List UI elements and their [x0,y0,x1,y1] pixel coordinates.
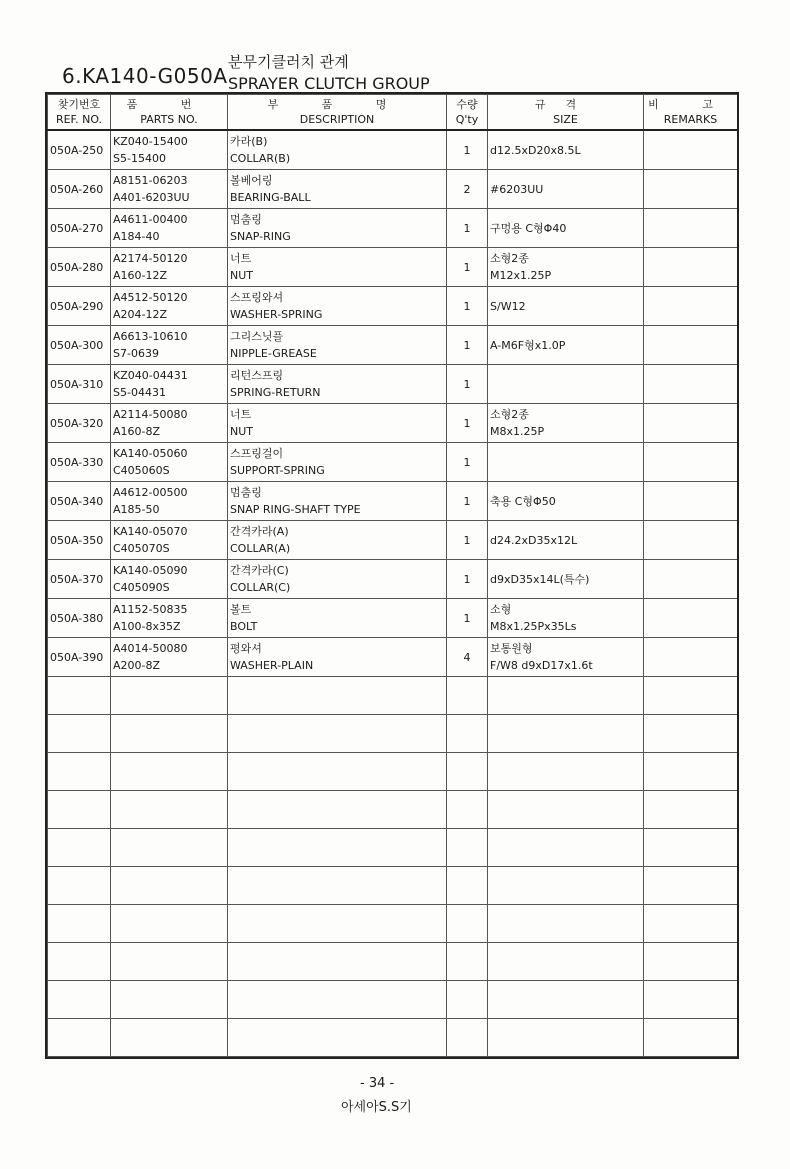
description-cell [228,560,447,599]
col-header-parts: 품 번 PARTS NO. [111,95,228,131]
group-title-english: SPRAYER CLUTCH GROUP [228,74,430,93]
size-cell [488,365,644,404]
parts-no-secondary: A200-8Z [113,659,161,672]
description-korean: 간격카라(A) [230,525,289,538]
size-line-1: 소형 [490,603,512,616]
parts-no-primary: A1152-50835 [113,603,188,616]
parts-table [47,94,738,1057]
size-line-1: S/W12 [490,299,526,313]
parts-no-primary: A2174-50120 [113,252,188,265]
table-row [48,404,738,443]
description-korean: 멈춤링 [230,486,262,499]
empty-cell [488,829,644,867]
empty-cell [48,981,111,1019]
parts-no-primary: A6613-10610 [113,330,188,343]
empty-cell [447,981,488,1019]
description-english: COLLAR(C) [230,581,291,594]
empty-cell [228,981,447,1019]
parts-no-secondary: A100-8x35Z [113,620,181,633]
parts-no-secondary: A401-6203UU [113,191,190,204]
size-cell [488,443,644,482]
parts-no-secondary: A184-40 [113,230,160,243]
ref-no-cell: 050A-310 [48,365,111,404]
ref-no-cell: 050A-370 [48,560,111,599]
description-english: SUPPORT-SPRING [230,464,325,477]
col-header-remarks: 비 고 REMARKS [644,95,738,131]
parts-no-cell [111,443,228,482]
qty-cell: 1 [447,443,488,482]
remarks-cell [644,209,738,248]
empty-cell [488,867,644,905]
empty-cell [228,715,447,753]
empty-cell [111,905,228,943]
empty-cell [488,791,644,829]
parts-no-primary: A4512-50120 [113,291,188,304]
size-cell [488,209,644,248]
parts-no-primary: KZ040-15400 [113,135,188,148]
remarks-cell [644,443,738,482]
empty-cell [228,677,447,715]
empty-cell [111,677,228,715]
empty-table-row [48,943,738,981]
col-header-ref: 찾기번호 REF. NO. [48,95,111,131]
empty-cell [447,677,488,715]
qty-cell: 2 [447,170,488,209]
size-line-1: 축용 C형Φ50 [490,494,556,508]
description-english: NUT [230,269,253,282]
description-korean: 스프링걸이 [230,447,284,460]
parts-no-primary: A4014-50080 [113,642,188,655]
empty-cell [111,867,228,905]
description-cell [228,443,447,482]
qty-cell: 1 [447,404,488,443]
remarks-cell [644,404,738,443]
table-row [48,365,738,404]
empty-cell [228,905,447,943]
empty-cell [111,1019,228,1057]
parts-no-cell [111,482,228,521]
qty-cell: 1 [447,365,488,404]
parts-list-frame [45,92,739,1059]
ref-no-cell: 050A-280 [48,248,111,287]
parts-no-secondary: S7-0639 [113,347,159,360]
qty-cell: 1 [447,209,488,248]
empty-cell [48,943,111,981]
parts-no-secondary: C405070S [113,542,170,555]
parts-no-cell [111,170,228,209]
remarks-cell [644,365,738,404]
remarks-cell [644,287,738,326]
size-cell [488,599,644,638]
size-line-2: M12x1.25P [490,269,552,282]
parts-no-cell [111,130,228,170]
table-row [48,130,738,170]
parts-no-cell [111,599,228,638]
parts-no-primary: KZ040-04431 [113,369,188,382]
parts-no-primary: KA140-05070 [113,525,188,538]
size-line-2: M8x1.25Px35Ls [490,620,577,633]
empty-table-row [48,867,738,905]
description-korean: 스프링와셔 [230,291,284,304]
description-cell [228,130,447,170]
ref-no-cell: 050A-390 [48,638,111,677]
parts-no-cell [111,326,228,365]
description-cell [228,521,447,560]
description-english: BOLT [230,620,258,633]
ref-no-cell: 050A-380 [48,599,111,638]
description-cell [228,170,447,209]
table-row [48,638,738,677]
parts-no-primary: A4611-00400 [113,213,188,226]
remarks-cell [644,560,738,599]
empty-cell [488,1019,644,1057]
ref-no-cell: 050A-270 [48,209,111,248]
description-english: BEARING-BALL [230,191,311,204]
table-row [48,599,738,638]
description-korean: 간격카라(C) [230,564,289,577]
description-cell [228,209,447,248]
qty-cell: 1 [447,326,488,365]
description-korean: 카라(B) [230,135,268,148]
empty-cell [644,905,738,943]
size-line-1: 소형2종 [490,252,529,265]
size-line-2: M8x1.25P [490,425,545,438]
description-korean: 리턴스프링 [230,369,284,382]
size-cell [488,521,644,560]
empty-cell [644,981,738,1019]
parts-no-cell [111,521,228,560]
description-english: SNAP-RING [230,230,291,243]
empty-cell [644,943,738,981]
empty-cell [644,867,738,905]
description-cell [228,326,447,365]
parts-table-body [48,130,738,1057]
description-english: COLLAR(B) [230,152,291,165]
description-korean: 멈춤링 [230,213,262,226]
parts-no-secondary: A160-8Z [113,425,161,438]
empty-table-row [48,981,738,1019]
size-cell [488,404,644,443]
description-english: WASHER-PLAIN [230,659,314,672]
size-line-1: d9xD35x14L(특수) [490,572,590,586]
table-row [48,287,738,326]
ref-no-cell: 050A-300 [48,326,111,365]
empty-table-row [48,715,738,753]
qty-cell: 1 [447,248,488,287]
qty-cell: 1 [447,521,488,560]
empty-cell [48,677,111,715]
empty-cell [228,867,447,905]
qty-cell: 1 [447,599,488,638]
description-korean: 너트 [230,252,252,265]
empty-table-row [48,829,738,867]
empty-cell [48,867,111,905]
size-cell [488,638,644,677]
remarks-cell [644,130,738,170]
size-cell [488,170,644,209]
remarks-cell [644,521,738,560]
parts-no-secondary: S5-15400 [113,152,166,165]
description-cell [228,248,447,287]
empty-cell [228,829,447,867]
group-title-korean: 분무기클러치 관계 [228,53,349,71]
size-line-1: #6203UU [490,182,544,196]
table-row [48,482,738,521]
description-english: SPRING-RETURN [230,386,321,399]
description-korean: 볼베어링 [230,174,273,187]
parts-no-cell [111,287,228,326]
size-line-1: d24.2xD35x12L [490,533,578,547]
description-english: NUT [230,425,253,438]
qty-cell: 1 [447,130,488,170]
ref-no-cell: 050A-330 [48,443,111,482]
parts-no-secondary: A204-12Z [113,308,168,321]
description-cell [228,638,447,677]
empty-table-row [48,677,738,715]
parts-no-primary: A2114-50080 [113,408,188,421]
parts-no-secondary: A160-12Z [113,269,168,282]
empty-table-row [48,753,738,791]
parts-no-cell [111,560,228,599]
description-english: SNAP RING-SHAFT TYPE [230,503,361,516]
parts-no-cell [111,209,228,248]
table-row [48,443,738,482]
col-header-size: 규격 SIZE [488,95,644,131]
empty-cell [48,791,111,829]
empty-cell [488,981,644,1019]
empty-cell [447,829,488,867]
empty-cell [644,677,738,715]
remarks-cell [644,599,738,638]
empty-cell [488,753,644,791]
qty-cell: 1 [447,482,488,521]
empty-cell [644,791,738,829]
ref-no-cell: 050A-320 [48,404,111,443]
page-number: - 34 - [360,1076,395,1091]
empty-cell [447,867,488,905]
col-header-description: 부 품 명 DESCRIPTION [228,95,447,131]
parts-no-primary: A4612-00500 [113,486,188,499]
empty-cell [447,715,488,753]
size-line-1: 보통원형 [490,642,533,655]
ref-no-cell: 050A-290 [48,287,111,326]
description-korean: 평와셔 [230,642,262,655]
qty-cell: 1 [447,287,488,326]
parts-no-cell [111,404,228,443]
empty-cell [644,715,738,753]
size-cell [488,326,644,365]
size-line-1: A-M6F형x1.0P [490,338,566,352]
size-line-1: d12.5xD20x8.5L [490,143,581,157]
empty-cell [48,1019,111,1057]
empty-cell [48,715,111,753]
empty-cell [111,943,228,981]
empty-cell [48,753,111,791]
size-cell [488,560,644,599]
empty-cell [48,905,111,943]
table-row [48,170,738,209]
empty-cell [228,753,447,791]
ref-no-cell: 050A-250 [48,130,111,170]
ref-no-cell: 050A-350 [48,521,111,560]
group-code: 6.KA140-G050A [62,64,228,88]
empty-cell [488,905,644,943]
ref-no-cell: 050A-260 [48,170,111,209]
parts-no-primary: A8151-06203 [113,174,188,187]
remarks-cell [644,638,738,677]
size-line-1: 구멍용 C형Φ40 [490,221,567,235]
empty-cell [644,1019,738,1057]
description-cell [228,404,447,443]
empty-cell [111,981,228,1019]
size-cell [488,287,644,326]
empty-cell [48,829,111,867]
remarks-cell [644,248,738,287]
remarks-cell [644,326,738,365]
description-cell [228,599,447,638]
size-line-2: F/W8 d9xD17x1.6t [490,659,593,672]
remarks-cell [644,170,738,209]
parts-no-cell [111,638,228,677]
table-row [48,560,738,599]
size-line-1: 소형2종 [490,408,529,421]
empty-cell [228,791,447,829]
description-korean: 볼트 [230,603,252,616]
description-cell [228,287,447,326]
parts-no-secondary: C405060S [113,464,170,477]
empty-table-row [48,791,738,829]
company-name: 아세아S.S기 [341,1100,412,1115]
table-row [48,209,738,248]
size-cell [488,482,644,521]
empty-cell [447,943,488,981]
description-cell [228,482,447,521]
parts-no-secondary: S5-04431 [113,386,166,399]
description-english: NIPPLE-GREASE [230,347,317,360]
empty-cell [228,943,447,981]
empty-cell [644,753,738,791]
parts-no-cell [111,365,228,404]
table-row [48,248,738,287]
empty-cell [228,1019,447,1057]
parts-no-secondary: A185-50 [113,503,160,516]
parts-no-secondary: C405090S [113,581,170,594]
description-korean: 그리스닛플 [230,330,284,343]
table-header-row [48,95,738,131]
empty-cell [488,715,644,753]
empty-cell [111,829,228,867]
empty-cell [111,753,228,791]
table-row [48,521,738,560]
empty-cell [447,791,488,829]
parts-no-primary: KA140-05060 [113,447,188,460]
empty-cell [111,791,228,829]
empty-table-row [48,905,738,943]
empty-cell [111,715,228,753]
empty-cell [488,677,644,715]
empty-cell [447,753,488,791]
empty-cell [447,1019,488,1057]
empty-cell [644,829,738,867]
description-english: COLLAR(A) [230,542,291,555]
qty-cell: 1 [447,560,488,599]
empty-table-row [48,1019,738,1057]
size-cell [488,248,644,287]
ref-no-cell: 050A-340 [48,482,111,521]
description-cell [228,365,447,404]
empty-cell [447,905,488,943]
remarks-cell [644,482,738,521]
description-korean: 너트 [230,408,252,421]
size-cell [488,130,644,170]
parts-no-primary: KA140-05090 [113,564,188,577]
col-header-qty: 수량 Q'ty [447,95,488,131]
empty-cell [488,943,644,981]
description-english: WASHER-SPRING [230,308,323,321]
qty-cell: 4 [447,638,488,677]
table-row [48,326,738,365]
parts-no-cell [111,248,228,287]
